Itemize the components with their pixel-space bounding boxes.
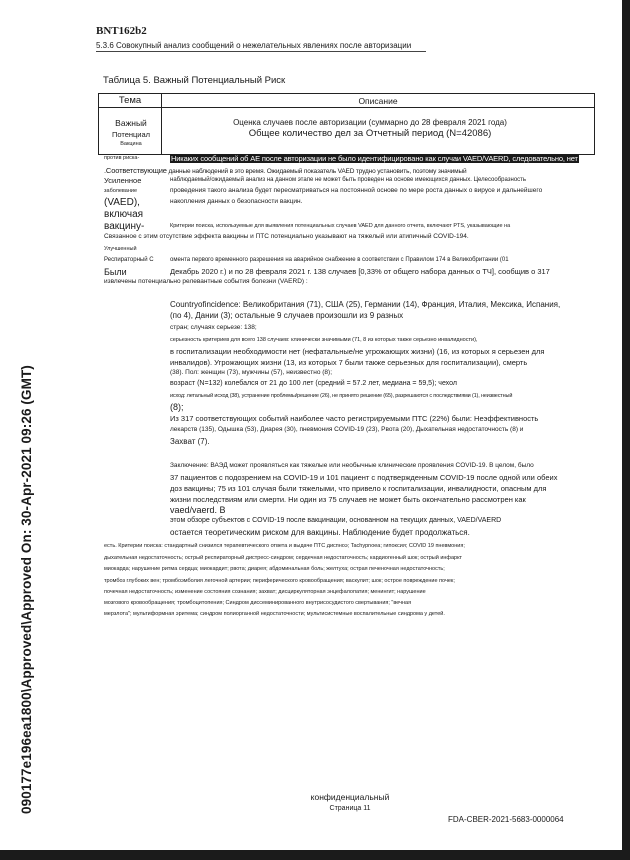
left-col-line: Были	[104, 267, 127, 277]
conclusion-line: доз вакцины; 75 из 101 случая были тяжелыми, что привело к госпитализации, инвалидности, опасным для	[170, 484, 547, 493]
stats-line: возраст (N=132) колебался от 21 до 100 лет (средний = 57.2 лет, медиана = 59,5); чехол	[170, 380, 457, 387]
stats-line: (8);	[170, 402, 184, 412]
confidential-label: конфиденциальный	[310, 792, 390, 802]
conclusion-line: этом обзоре субъектов с COVID-19 после вакцинации, основанном на текущих данных, VAED/VAERD	[170, 517, 502, 524]
approval-stamp: 090177e196ea1800\Approved\Approved On: 30-Apr-2021 09:26 (GMT)	[19, 365, 34, 814]
body-line: Декабрь 2020 г.) и по 28 февраля 2021 г. 138 случаев [0,33% от общего набора данных о ТЧ], сообщив о 317	[170, 267, 550, 276]
column-header-description: Описание	[358, 96, 398, 106]
row-description-period: Оценка случаев после авторизации (суммарно до 28 февраля 2021 года)	[233, 118, 507, 127]
conclusion-line: 37 пациентов с подозрением на COVID-19 и 101 пациент с подтвержденным COVID-19 после одной или обеих	[170, 473, 558, 482]
row-description-total: Общее количество дел за Отчетный период (N=42086)	[248, 128, 492, 139]
left-col-line: Усиленное	[104, 176, 142, 185]
left-col-line: Респираторный С	[104, 257, 154, 263]
stats-line: стран; случаях серьезе: 138;	[170, 324, 257, 331]
row-topic-label	[105, 118, 157, 148]
page-number: Страница 11	[329, 805, 371, 812]
section-heading: 5.3.6 Совокупный анализ сообщений о нежелательных явлениях после авторизации	[96, 41, 426, 52]
topic-line-2: Потенциал	[111, 130, 151, 139]
body-line: Связанное с этим отсутствие эффекта вакцины и ПТС потенциально указывают на тяжелый или атипичный COVID-194.	[104, 233, 469, 240]
document-reference: FDA-CBER-2021-5683-0000064	[448, 815, 564, 824]
highlight-text: Никаких сообщений об AE после авторизации не было идентифицировано как случаи VAED/VAERD, следовательно, нет	[171, 154, 578, 163]
highlighted-statement	[170, 154, 579, 163]
body-fragment: данные наблюдений в это время. Ожидаемый показатель VAED трудно установить, поэтому значимый	[166, 168, 467, 175]
conclusion-line: жизни последствиям или смерти. Ни один из 75 случаев не может быть окончательно рассмотрен как	[170, 495, 526, 504]
stats-line: в госпитализации необходимости нет (нефатальные/не угрожающих жизни) (16, из которых я серьезен для	[170, 347, 545, 356]
stats-line: (38). Пол: женщин (73), мужчины (57), неизвестно (8);	[170, 369, 333, 376]
conclusion-line: Заключение: ВАЭД может проявляться как тяжелые или необычные клинические проявления COVID-19. В целом, было	[170, 462, 534, 469]
topic-line-1: Важный	[115, 118, 147, 128]
column-header-topic: Тема	[118, 95, 142, 106]
stats-line: лекарств (135), Одышка (53), Диарея (30), пневмония COVID-19 (23), Рвота (20), Дыхательная недостаточность (8) и	[170, 426, 524, 433]
left-col-line: Улучшенный	[104, 246, 137, 252]
stats-line: Из 317 соответствующих событий наиболее часто регистрируемыми ПТС (22%) были: Неэффективность	[170, 414, 539, 423]
left-col-line: вакцину-	[104, 221, 145, 232]
left-col-line: заболевание	[104, 188, 138, 194]
footnote-line: мерзлота"; мультиформная эритема; синдром полиорганной недостаточности; мультисистемные воспалительные синдрома у детей.	[104, 611, 445, 617]
stats-line: (по 4), Дании (3); остальные 9 случаев произошли из 9 разных	[170, 311, 404, 320]
body-fragment: .Соответствующие	[104, 166, 167, 175]
body-line: проведения такого анализа будет пересматриваться на постоянной основе по мере роста данных о вирусе и дальнейшего	[170, 187, 543, 194]
footnote-line: мозгового кровообращения; тромбоцитопения; Синдром диссеминированного внутрисосудистого свертывания; "вечная	[104, 600, 412, 606]
body-line: наблюдаемый/ожидаемый анализ на данном этапе не может быть проведен на основе имеющихся данных. Целесообразность	[170, 177, 527, 183]
left-col-line: включая	[104, 209, 144, 220]
table-title: Таблица 5. Важный Потенциальный Риск	[103, 75, 286, 86]
conclusion-line: vaed/vaerd. В	[170, 505, 226, 515]
footnote-line: дыхательная недостаточность; острый респираторный дистресс-синдром; сердечная недостаточность; кардиогенный шок; острый инфаркт	[104, 555, 463, 561]
body-line	[104, 166, 467, 175]
left-col-line: (VAED),	[104, 197, 140, 208]
stats-line: инвалидов). Угрожающих жизни (13, из которых 7 были также серьезных для госпитализации), смерть	[170, 358, 528, 367]
body-line: извлечены потенциально релевантные события болезни (VAERD) :	[104, 278, 308, 285]
table-header-divider	[99, 107, 594, 108]
stats-line: Countryofincidence: Великобритания (71), США (25), Германии (14), Франция, Италия, Мексика, Испания,	[170, 300, 561, 309]
body-line: омента первого временного разрешения на аварийное снабжение в соответствии с Правилом 174 в Великобритании (01	[170, 257, 509, 263]
conclusion-line: остается теоретическим риском для вакцины. Наблюдение будет продолжаться.	[170, 528, 470, 537]
footnote-line: почечная недостаточность; изменение состояния сознания; захват; дисциркуляторная энцефалопатия; менингит; нарушение	[104, 589, 426, 595]
scan-border-bottom	[0, 850, 630, 860]
scan-border-right	[622, 0, 630, 860]
stats-line: исход: летальный исход (38), устранение проблемы/решение (26), не принято решение (65), разрешаются с последствиями (1), неизвестный	[170, 393, 513, 399]
document-id: BNT162b2	[96, 25, 147, 37]
footnote-line: миокарда; нарушение ритма сердца; миокардит; рвота; диарея; абдоминальная боль; желтуха; острая печеночная недостаточность;	[104, 566, 445, 572]
footnote-line: есть. Критерии поиска: стандартный снизился терапевтического ответа и выдаче ПТС диспноэ; Tachypnoea; гипоксия; COVID 19 пневмония;	[104, 543, 465, 549]
stats-line: серьезность критериев для всего 138 случаев: клинически значимыми (71, 8 из которых также серьезно инвалидности),	[170, 337, 478, 343]
stats-line: Захват (7).	[170, 437, 210, 446]
topic-line-3: Вакцина	[120, 141, 142, 147]
body-line: накопления данных о безопасности вакцин.	[170, 198, 303, 205]
left-col-line: против риска-	[104, 155, 140, 161]
body-line: Критерии поиска, используемые для выявления потенциальных случаев VAED для данного отчета, включают PTS, указывающие на	[170, 223, 511, 229]
footnote-line: тромбоз глубоких вен; тромбоэмболия легочной артерии; периферического кровообращения; васкулит; шок; острое повреждение почек;	[104, 578, 455, 584]
